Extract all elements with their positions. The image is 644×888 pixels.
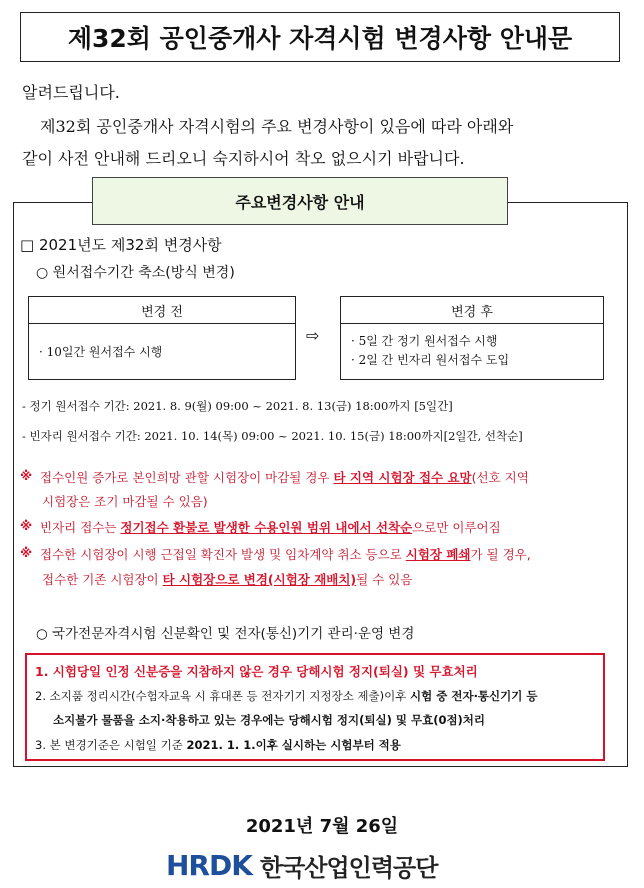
note-3 [20,545,531,563]
intro-line: 제32회 공인중개사 자격시험의 주요 변경사항이 있음에 따라 아래와 [40,117,514,136]
note-mark: ※ [20,468,33,483]
section1-heading: □ 2021년도 제32회 변경사항 [20,236,222,254]
arrow-icon: ⇨ [306,326,320,345]
vacancy-period: - 빈자리 원서접수 기간: 2021. 10. 14(목) 09:00 ~ 2021. 10. 15(금) 18:00까지[2일간, 선착순] [22,429,523,443]
note-3-cont [42,570,412,588]
rule-3 [35,737,401,753]
note-emphasis: 시험장 폐쇄 [405,547,471,562]
section2-sub: ○ 국가전문자격시험 신분확인 및 전자(통신)기기 관리·운영 변경 [36,626,415,642]
rule-emphasis: 시험 중 전자·통신기기 등 [410,689,538,703]
rules-box [25,653,605,761]
note-text: 접수한 기존 시험장이 [42,572,163,587]
note-mark: ※ [20,518,33,533]
note-text: 가 될 경우, [470,547,531,562]
rule-1: 1. 시험당일 인정 신분증을 지참하지 않은 경우 당해시험 정지(퇴실) 및 무효처리 [35,664,478,679]
regular-period: - 정기 원서접수 기간: 2021. 8. 9(월) 09:00 ~ 2021. 8. 13(금) 18:00까지 [5일간] [22,399,453,413]
intro-greeting: 알려드립니다. [22,83,120,102]
intro-line: 같이 사전 안내해 드리오니 숙지하시어 착오 없으시기 바랍니다. [22,149,465,168]
after-item: · 5일 간 정기 원서접수 시행 [351,334,498,348]
before-item: · 10일간 원서접수 시행 [39,345,163,359]
rule-emphasis: 당해시험 정지(퇴실) 및 무효(0점)처리 [288,713,486,727]
note-emphasis: 정기접수 환불로 발생한 수용인원 범위 내에서 선착순 [120,520,413,535]
note-emphasis: 타 시험장으로 변경(시험장 재배치) [162,572,357,587]
rule-2 [35,688,537,704]
rule-text: 소지불가 물품을 소지·착용하고 있는 경우에는 [53,713,289,727]
document-title: 제32회 공인중개사 자격시험 변경사항 안내문 [20,12,620,62]
logo-mark: HRDK [166,848,252,882]
note-text: (선호 지역 [471,470,529,485]
after-label: 변경 후 [341,297,603,324]
note-text: 접수한 시험장이 시행 근접일 확진자 발생 및 임차계약 취소 등으로 [40,547,406,562]
after-item: · 2일 간 빈자리 원서접수 도입 [351,353,510,367]
note-2 [20,518,501,536]
hrdk-logo [166,848,437,882]
after-box [340,296,604,380]
rule-2-cont [53,712,485,728]
note-mark: ※ [20,545,33,560]
before-box [28,296,296,380]
section-header: 주요변경사항 안내 [92,177,508,225]
note-emphasis: 타 지역 시험장 접수 요망 [333,470,472,485]
note-1 [20,468,529,486]
section1-sub: ○ 원서접수기간 축소(방식 변경) [36,265,235,281]
note-text: 접수인원 증가로 본인희망 관할 시험장이 마감될 경우 [40,470,334,485]
note-1-cont: 시험장은 조기 마감될 수 있음) [42,494,208,509]
document-date: 2021년 7월 26일 [245,816,399,837]
before-label: 변경 전 [29,297,295,324]
rule-text: 3. 본 변경기준은 시험일 기준 [35,738,187,752]
rule-text: 2. 소지품 정리시간(수험자교육 시 휴대폰 등 전자기기 지정장소 제출)이후 [35,689,411,703]
note-text: 빈자리 접수는 [40,520,121,535]
note-text: 으로만 이루어짐 [412,520,501,535]
logo-org-name: 한국산업인력공단 [259,853,438,882]
rule-emphasis: 2021. 1. 1.이후 실시하는 시험부터 적용 [186,738,401,752]
note-text: 될 수 있음 [356,572,413,587]
